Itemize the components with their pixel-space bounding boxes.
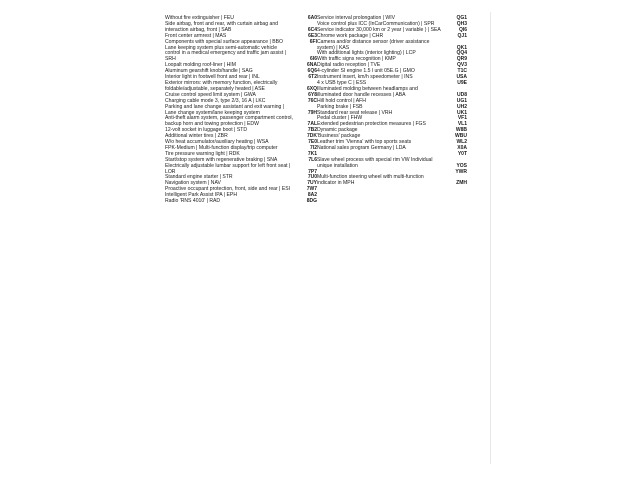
option-description: Additional winter tires | ZBR <box>165 133 228 140</box>
option-description: Intelligent Park Assist IPA | EPH <box>165 192 238 199</box>
option-description: Camera and/or distance sensor (driver assistance system) | KAS <box>317 38 430 51</box>
option-code: 6Q6 <box>307 68 317 75</box>
option-description: Multi-function steering wheel with multi-function indicator in MPH <box>317 174 424 187</box>
option-code: 7DK <box>306 133 317 140</box>
option-code: YWR <box>455 168 467 175</box>
option-description: With traffic signs recognition | KMP <box>317 56 396 63</box>
option-description: Charging cable mode 3, type 2/3, 16 A | LKC <box>165 97 266 104</box>
option-description: National sales program Germany | LDA <box>317 144 406 151</box>
option-description: Components with special surface appearance | BBO <box>165 38 283 45</box>
option-description: Side airbag, front and rear, with curtain airbag and interaction airbag, front | SAB <box>165 20 278 33</box>
option-code: QJ1 <box>457 32 467 39</box>
option-row <box>317 158 467 170</box>
option-code: 7B2 <box>307 127 317 134</box>
option-description: Parking brake | FSB <box>317 103 363 110</box>
option-code: QK1 <box>456 44 467 51</box>
option-code: U9E <box>457 79 467 86</box>
option-code: WL2 <box>456 139 467 146</box>
option-code: 6I6 <box>310 56 317 63</box>
option-code: 7E0 <box>308 139 317 146</box>
option-description: Leather trim 'Vienna' with top sports seats <box>317 139 412 146</box>
option-description: Digital radio reception | TVE <box>317 62 381 69</box>
option-description: Proactive occupant protection, front, side and rear | ESI <box>165 186 291 193</box>
option-code: QV3 <box>456 62 467 69</box>
option-description: Service indicator 30,000 km or 2 year | variable ) | SEA <box>317 26 441 33</box>
option-code: QI6 <box>458 26 467 33</box>
option-description: Extended pedestrian protection measures | FGS <box>317 121 426 128</box>
option-description: 4 x USB type C | ESS <box>317 79 367 86</box>
option-code: 7K1 <box>307 150 317 157</box>
option-code: QR9 <box>456 56 467 63</box>
option-description: Electrically adjustable lumbar support for left front seat | LOR <box>165 162 291 175</box>
option-description: Radio 'RNS 4010' | RAD <box>165 198 221 205</box>
option-description: Lane keeping system plus semi-automatic vehicle control in a medical emergency and traffic jam assist | SRH <box>165 44 286 63</box>
option-description: Instrument insert, km/h speedometer | INS <box>317 74 413 81</box>
option-code: 8DG <box>306 198 317 205</box>
option-code: ZMH <box>456 180 467 187</box>
option-description: Pedal cluster | FHW <box>317 115 363 122</box>
option-code: Y0T <box>457 150 467 157</box>
option-code: 79H <box>307 109 317 116</box>
options-column-left <box>165 16 317 205</box>
option-code: UG1 <box>456 97 467 104</box>
option-code: 6C4 <box>307 26 317 33</box>
option-description: 12-volt socket in luggage boot | STD <box>165 127 248 134</box>
option-description: Anti-theft alarm system, passenger compartment control, backup horn and towing protection | EDW <box>165 115 293 128</box>
option-code: 6T2 <box>308 74 317 81</box>
option-code: QG1 <box>456 15 467 21</box>
option-code: 7I2 <box>310 144 317 151</box>
option-description: Loopalt molding roof-liner | HIM <box>165 62 236 69</box>
option-description: Aluminum gearshift knob/handle | SAG <box>165 68 253 75</box>
option-code: 6FI <box>309 38 317 45</box>
option-code: UH2 <box>456 103 467 110</box>
option-code: 6E3 <box>308 32 317 39</box>
option-code: VL1 <box>457 121 467 128</box>
option-code: W8B <box>455 127 467 134</box>
option-description: Slave wheel process with special rim VW Individual unique installation <box>317 156 433 169</box>
option-row <box>165 199 317 205</box>
option-code: VF1 <box>457 115 467 122</box>
option-description: Chrome work package | CHR <box>317 32 384 39</box>
options-column-right <box>317 16 467 187</box>
option-code: 7L6 <box>308 156 317 163</box>
option-description: Front center armrest | MAS <box>165 32 227 39</box>
option-code: X0A <box>457 144 467 151</box>
option-row <box>317 175 467 187</box>
option-row <box>165 46 317 64</box>
option-description: Parking and lane change assistant and exit warning | Lane change system/lane keeping system <box>165 103 285 116</box>
option-code: QH3 <box>456 20 467 27</box>
option-description: 4-cylinder SI engine 1.5 l unit 05E.G | GMO <box>317 68 415 75</box>
option-row <box>317 87 467 99</box>
option-code: 6NA <box>306 62 317 69</box>
option-description: With additional lights (interior lighting) | LCP <box>317 50 416 57</box>
option-code: 7P7 <box>308 168 317 175</box>
option-description: Voice control plus ICC (InCarCommunication) | SPR <box>317 20 435 27</box>
options-list-page <box>160 12 491 464</box>
option-description: Standard rear seat release | VRH <box>317 109 393 116</box>
option-code: 6XQ <box>306 85 317 92</box>
option-code: UK1 <box>456 109 467 116</box>
option-code: 76C <box>307 97 317 104</box>
option-code: T1C <box>457 68 467 75</box>
option-description: Dynamic package <box>317 127 358 134</box>
option-code: 7W7 <box>306 186 317 193</box>
option-description: 'Business' package <box>317 133 361 140</box>
option-code: WBU <box>455 133 467 140</box>
option-description: Standard engine starter | STR <box>165 174 233 181</box>
option-code: 8A2 <box>307 192 317 199</box>
option-description: Hill hold control | AFH <box>317 97 366 104</box>
option-code: QQ4 <box>456 50 467 57</box>
option-code: 7U0 <box>307 174 317 181</box>
option-code: 7AL <box>307 121 317 128</box>
option-code: YOS <box>456 162 467 169</box>
option-description: Cruise control speed limit system | GWA <box>165 91 256 98</box>
option-code: UD8 <box>456 91 467 98</box>
option-code: USA <box>456 74 467 81</box>
option-description: Illuminated molding between headlamps and illuminated door handle recesses | ABA <box>317 85 418 98</box>
option-code: 7UY <box>307 180 317 187</box>
option-description: Service interval prolongation | WIV <box>317 15 396 21</box>
option-row <box>165 81 317 93</box>
option-description: Interior light in footwell front and rear | INL <box>165 74 260 81</box>
option-row <box>165 22 317 34</box>
option-code: 6Y8 <box>308 91 317 98</box>
option-description: W/o heat accumulator/auxiliary heating | WSA <box>165 139 269 146</box>
option-description: Navigation system | NAV <box>165 180 221 187</box>
option-code: 6A0 <box>307 15 317 21</box>
option-description: FPK-Medium | Multi-function display/trip computer <box>165 144 278 151</box>
option-description: Exterior mirrors: with memory function, electrically foldable/adjustable, separately heated | ASE <box>165 79 278 92</box>
option-description: Without fire extinguisher | FEU <box>165 15 234 21</box>
option-description: Tire pressure warning light | RDK <box>165 150 240 157</box>
option-description: Start/stop system with regenerative braking | SNA <box>165 156 278 163</box>
